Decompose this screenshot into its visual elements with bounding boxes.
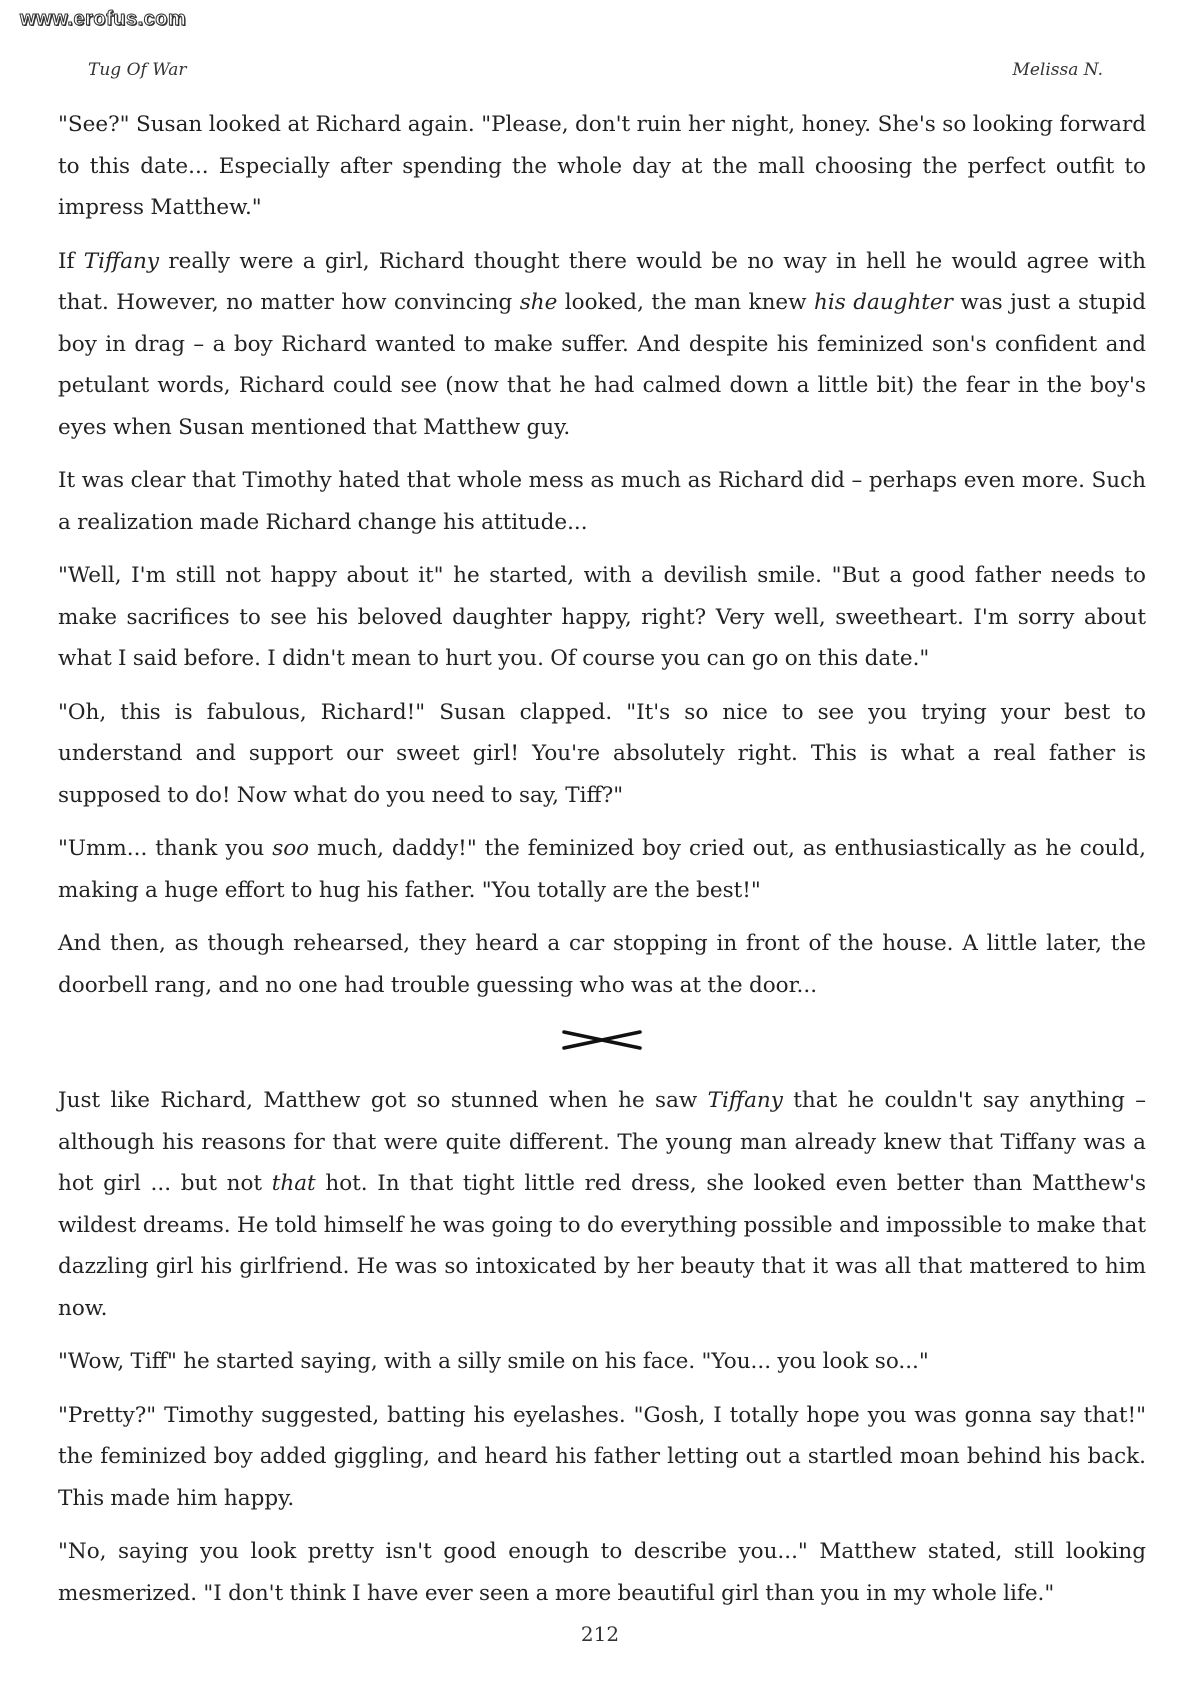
scene-break-icon <box>562 1028 642 1052</box>
paragraph-5: "Oh, this is fabulous, Richard!" Susan clapped. "It's so nice to see you trying your best to understand and support our sweet girl! You're absolutely right. This is what a real father is supposed to do! Now what do you need to say, Tiff?" <box>58 699 1146 808</box>
paragraph-11: "No, saying you look pretty isn't good enough to describe you..." Matthew stated, still looking mesmerized. "I don't think I have ever seen a more beautiful girl than you in my whole life." <box>58 1539 1146 1606</box>
paragraph-2: If Tiffany really were a girl, Richard thought there would be no way in hell he would agree with that. However, no matter how convincing she looked, the man knew his daughter was just a stupid boy in drag – a boy Richard wanted to make suffer. And despite his feminized son's confident and petulant words, Richard could see (now that he had calmed down a little bit) the fear in the boy's eyes when Susan mentioned that Matthew guy. <box>58 248 1146 440</box>
emphasis-text: that <box>271 1171 316 1196</box>
paragraph-10: "Pretty?" Timothy suggested, batting his eyelashes. "Gosh, I totally hope you was gonna say that!" the feminized boy added giggling, and heard his father letting out a startled moan behind his back. This made him happy. <box>58 1402 1146 1511</box>
site-watermark: www.erofus.com <box>20 8 187 30</box>
paragraph-6: "Umm... thank you soo much, daddy!" the feminized boy cried out, as enthusiastically as he could, making a huge effort to hug his father. "You totally are the best!" <box>58 836 1146 903</box>
emphasis-text: his daughter <box>814 290 953 315</box>
author-name: Melissa N. <box>1012 60 1103 80</box>
emphasis-text: Tiffany <box>83 248 160 274</box>
emphasis-text: Tiffany <box>707 1088 783 1113</box>
page-body <box>58 104 1146 1626</box>
page-header <box>88 60 1103 80</box>
scene-break-ornament <box>58 1020 1146 1060</box>
paragraph-8: Just like Richard, Matthew got so stunned when he saw Tiffany that he couldn't say anything – although his reasons for that were quite different. The young man already knew that Tiffany was a hot girl ... but not that hot. In that tight little red dress, she looked even better than Matthew's wildest dreams. He told himself he was going to do everything possible and impossible to make that dazzling girl his girlfriend. He was so intoxicated by her beauty that it was all that mattered to him now. <box>58 1088 1147 1321</box>
paragraph-9: "Wow, Tiff" he started saying, with a silly smile on his face. "You... you look so..." <box>58 1349 929 1374</box>
page-number: 212 <box>580 1622 620 1646</box>
emphasis-text: she <box>519 290 558 315</box>
paragraph-4: "Well, I'm still not happy about it" he started, with a devilish smile. "But a good father needs to make sacrifices to see his beloved daughter happy, right? Very well, sweetheart. I'm sorry about what I said before. I didn't mean to hurt you. Of course you can go on this date." <box>58 563 1146 671</box>
paragraph-7: And then, as though rehearsed, they heard a car stopping in front of the house. A little later, the doorbell rang, and no one had trouble guessing who was at the door... <box>58 931 1146 998</box>
emphasis-text: soo <box>272 836 310 861</box>
paragraph-3: It was clear that Timothy hated that whole mess as much as Richard did – perhaps even more. Such a realization made Richard change his attitude... <box>58 468 1146 535</box>
paragraph-1: "See?" Susan looked at Richard again. "Please, don't ruin her night, honey. She's so looking forward to this date... Especially after spending the whole day at the mall choosing the perfect outfit to impress Matthew." <box>58 112 1146 220</box>
book-title: Tug Of War <box>88 60 187 80</box>
